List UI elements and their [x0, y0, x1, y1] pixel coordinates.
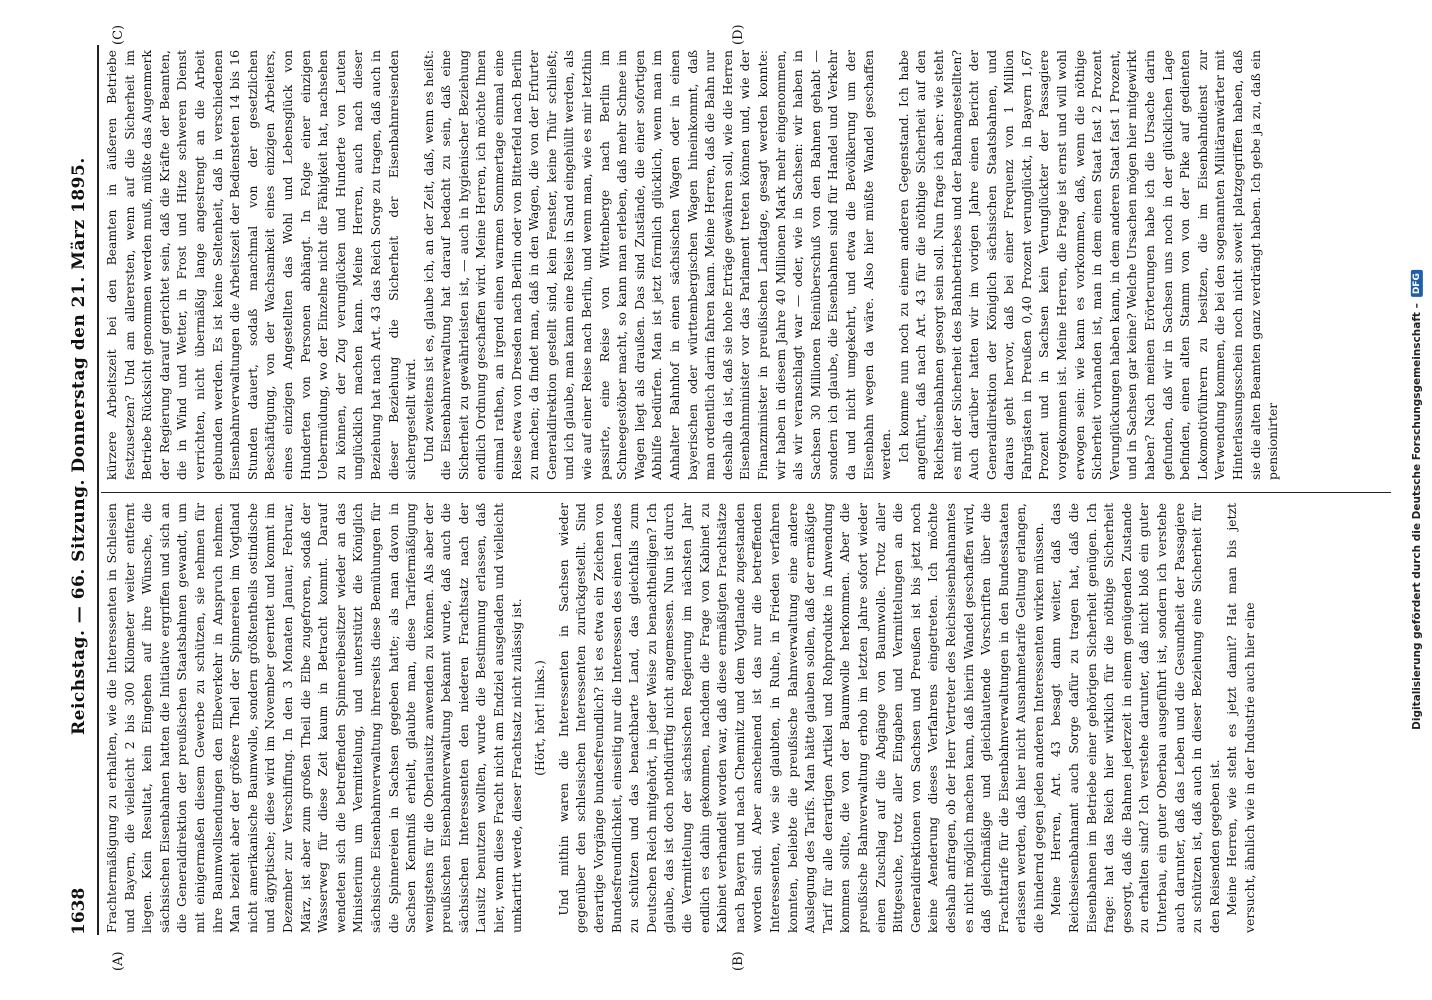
- dfg-logo: DFG: [1411, 270, 1423, 297]
- paragraph: Meine Herren, wie steht es jetzt damit? Hat man bis jetzt versucht, ähnlich wie in der Industrie auch hier eine: [1224, 503, 1257, 933]
- paragraph: Und zweitens ist es, glaube ich, an der Zeit, daß, wenn es heißt: die Eisenbahnverwaltung hat darauf bedacht zu sein, daß eine Sicherheit zu gewährleisten ist, — auch in hygienischer Beziehung endlich Ordnung geschaffen wird. Meine Herren, ich möchte Ihnen einmal rathen, an irgend einen warmen Sommertage einmal eine Reise etwa von Dresden nach Berlin oder von Bitterfeld nach Berlin zu machen; da findet man, daß in den Wagen, die von der Erfurter Generaldirektion gestellt sind, kein Fenster, keine Thür schließt; und ich glaube, man kann eine Reise in Sand eingehüllt werden, als wie auf einer Reise nach Berlin, und wenn man, wie es mir letzthin passirte, eine Reise von Wittenberge nach Berlin im Schneegestöber macht, so kann man erleben, daß mehr Schnee im Wagen liegt als draußen. Das sind Zustände, die einer sofortigen Abhilfe bedürfen. Man ist jetzt förmlich glücklich, wenn man im Anhalter Bahnhof in einen sächsischen Wagen oder in einen bayerischen oder württembergischen Wagen hineinkommt, daß man ordentlich darin fahren kann. Meine Herren, daß die Bahn nur deshalb da ist, daß sie hohe Erträge gewähren soll, wie die Herren Eisenbahnminister vor das Parlament treten können und, wie der Finanzminister in preußischen Landtage, gesagt werden konnte: wir haben in diesem Jahre 40 Millionen Mark mehr eingenommen, als wir veranschlagt war — oder, wie in Sachsen: wir haben in Sachsen 30 Millionen Reinüberschuß von den Bahnen gehabt — sondern ich glaube, die Eisenbahnen sind für Handel und Verkehr da und nicht umgekehrt, und etwa die Bevölkerung um der Eisenbahn wegen da wäre. Also hier müßte Wandel geschaffen werden.: [420, 50, 894, 480]
- digitization-credit: [1404, 0, 1430, 1000]
- page-number: 1638: [69, 887, 89, 935]
- document-page: [31, 25, 1401, 975]
- margin-marker-a: (A): [111, 951, 126, 971]
- paragraph: Ich komme nun noch zu einem anderen Gegenstand. Ich habe angeführt, daß nach Art. 43 für die nöthige Sicherheit auf den Reichseisenbahnen gesorgt sein soll. Nun frage ich aber: wie steht es mit der Sicherheit des Bahnbetriebes und der Bahnangestellten? Auch darüber hatten wir im vorigen Jahre einen Bericht der Generaldirektion der Königlich sächsischen Staatsbahnen, und daraus geht hervor, daß bei einer Frequenz von 1 Million Fahrgästen in Preußen 0,40 Prozent verunglückt, in Bayern 1,67 Prozent und in Sachsen kein Verunglückter der Passagiere vorgekommen ist. Meine Herren, die Frage ist ernst und will wohl erwogen sein: wie kann es vorkommen, daß, wenn die nöthige Sicherheit vorhanden ist, man in dem einen Staat fast 2 Prozent Verunglückungen haben kann, in dem anderen Staat fast 1 Prozent, und in Sachsen gar keine? Welche Ursachen mögen hier mitgewirkt haben? Nach meinen Erörterungen habe ich die Ursache darin gefunden, daß wir in Sachsen uns noch in der glücklichen Lage befinden, einen alten Stamm von von der Pike auf gedienten Lokomotivführern zu besitzen, die im Eisenbahndienst zur Verwendung kommen, die bei den sogenannten Militäranwärter mit Hinterlassungsschein noch nicht soweit platzgegriffen haben, daß sie die alten Beamten ganz verdrängt haben. Ich gebe ja zu, daß ein pensionirter: [895, 50, 1281, 480]
- credit-text: Digitalisierung gefördert durch die Deutsche Forschungsgemeinschaft –: [1411, 303, 1423, 730]
- left-column: [103, 503, 1391, 933]
- paragraph: Frachtermäßigung zu erhalten, wie die Interessenten in Schlesien und Bayern, die vielleicht 2 bis 300 Kilometer weiter entfernt liegen. Kein Resultat, kein Eingehen auf ihre Wünsche, die sächsischen Eisenbahnen hatten die Initiative ergriffen und sich an die Generaldirektion der preußischen Staatsbahnen gewandt, um mit einigermaßen diesem Gewerbe zu schützen, sie nehmen für ihre Baumwollsendungen den Elbeverkehr in Anspruch nehmen. Man bezieht aber der größere Theil der Spinnereien im Vogtland nicht amerikanische Baumwolle, sondern größtentheils ostindische und ägyptische; diese wird im November geerntet und kommt im Dezember zur Verschiffung. In den 3 Monaten Januar, Februar, März, ist aber zum großen Theil die Elbe zugefroren, sodaß der Wasserweg für diese Zeit kaum in Betracht kommt. Darauf wendeten sich die betreffenden Spinnereibesitzer wieder an das Ministerium um Vermittelung, und unterstützt die Königlich sächsische Eisenbahnverwaltung ihrerseits diese Bemühungen für die Spinnereien in Sachsen gegeben hatte; als man davon in Sachsen Kenntniß erhielt, glaubte man, diese Tarifermäßigung wenigstens für die Oberlausitz anwenden zu können. Als aber der preußischen Eisenbahnverwaltung bekannt wurde, daß auch die sächsischen Interessenten den niederen Frachtsatz nach der Lausitz benutzen wollten, wurde die Bestimmung erlassen, daß hier, wenn diese Fracht nicht am Endziel ausgeladen und vielleicht umkartirt werde, dieser Frachtsatz nicht zulässig ist.: [104, 503, 524, 933]
- paragraph: kürzere Arbeitszeit bei den Beamten in äußeren Betriebe festzusetzen? Und am allerersten, wenn auf die Sicherheit im Betriebe Rücksicht genommen werden muß, müßte das Augenmerk der Regierung darauf gerichtet sein, daß die Kräfte der Beamten, die in Wind und Wetter, in Frost und Hitze schweren Dienst verrichten, nicht übermäßig lange angestrengt an die Arbeit gebunden werden. Es ist keine Seltenheit, daß in verschiedenen Eisenbahnverwaltungen die Arbeitszeit der Bediensteten 14 bis 16 Stunden dauert, sodaß manchmal von der gesetzlichen Beschäftigung, von der Wachsamkeit eines einzigen Arbeiters, eines einzigen Angestellten das Wohl und Lebensglück von Hunderten von Personen abhängt. In Folge einer einzigen Uebermüdung, wo der Einzelne nicht die Fähigkeit hat, nachsehen zu können, der Zug verunglücken und Hunderte von Leuten unglücklich machen kann. Meine Herren, auch nach dieser Beziehung hat nach Art. 43 das Reich Sorge zu tragen, daß auch in dieser Beziehung die Sicherheit der Eisenbahnreisenden sichergestellt wird.: [104, 50, 419, 480]
- column-divider: [101, 492, 1391, 493]
- paragraph: Und mithin waren die Interessenten in Sachsen wieder gegenüber den schlesischen Interessenten zurückgestellt. Sind derartige Vorgänge bundesfreundlich? ist es etwa ein Zeichen von Bundesfreundlichkeit, einseitig nur die Interessen des einen Landes zu schützen und das benachbarte Land, das gleichfalls zum Deutschen Reich mitgehört, in jeder Weise zu benachtheiligen? Ich glaube, das ist doch nothdürftig nicht angemessen. Nun ist durch die Vermittelung der sächsischen Regierung im nächsten Jahr endlich es dahin gekommen, nachdem die Frage von Kabinet zu Kabinet verhandelt worden war, daß diese ermäßigten Frachtsätze nach Bayern und nach Chemnitz und dem Vogtlande zugestanden worden sind. Aber anscheinend ist das nur die betreffenden Interessenten, wie sie glaubten, in Ruhe, in Frieden verfahren konnten, beliebte die preußische Bahnverwaltung eine andere Auslegung des Tarifs. Man hätte glauben sollen, daß der ermäßigte Tarif für alle derartigen Artikel und Rohprodukte in Anwendung kommen sollte, die von der Baumwolle herkommen. Aber die preußische Bahnverwaltung erhob im letzten Jahre sofort wieder einen Zuschlag auf die Abgänge von Baumwolle. Trotz aller Bittgesuche, trotz aller Eingaben und Vermittelungen an die Generaldirektionen von Sachsen und Preußen ist bis jetzt noch keine Aenderung dieses Verfahrens eingetreten. Ich möchte deshalb anfragen, ob der Herr Vertreter des Reichseisenbahnamtes es nicht möglich machen kann, daß hierin Wandel geschaffen wird, daß gleichmäßige und gleichlautende Vorschriften über die Frachttarife für die Eisenbahnverwaltungen in den Bundesstaaten erlassen werden, daß hier nicht Ausnahmetarife Geltung erlangen, die hindernd gegen jeden anderen Interessenten wirken müssen.: [555, 503, 1046, 933]
- right-column: [103, 50, 1391, 480]
- page-header: [69, 45, 99, 935]
- running-title: Reichstag. — 66. Sitzung. Donnerstag den 21. März 1895.: [69, 157, 89, 735]
- margin-marker-c: (C): [111, 24, 126, 45]
- margin-marker-b: (B): [731, 951, 746, 971]
- paragraph: Meine Herren, Art. 43 besagt dann weiter, daß das Reichseisenbahnamt auch Sorge dafür zu tragen hat, daß die Eisenbahnen im Betriebe einer gehörigen Sicherheit genügen. Ich frage: hat das Reich hier wirklich für die nöthige Sicherheit gesorgt, daß die Bahnen jederzeit in einem genügenden Zustande zu erhalten sind? Ich verstehe darunter, daß nicht bloß ein guter Unterbau, ein guter Oberbau ausgeführt ist, sondern ich verstehe auch darunter, daß das Leben und die Gesundheit der Passagiere zu schützen ist, daß auch in dieser Beziehung eine Sicherheit für den Reisenden gegeben ist.: [1048, 503, 1222, 933]
- interjection: (Hört, hört! links.): [532, 660, 548, 776]
- margin-marker-d: (D): [731, 24, 746, 45]
